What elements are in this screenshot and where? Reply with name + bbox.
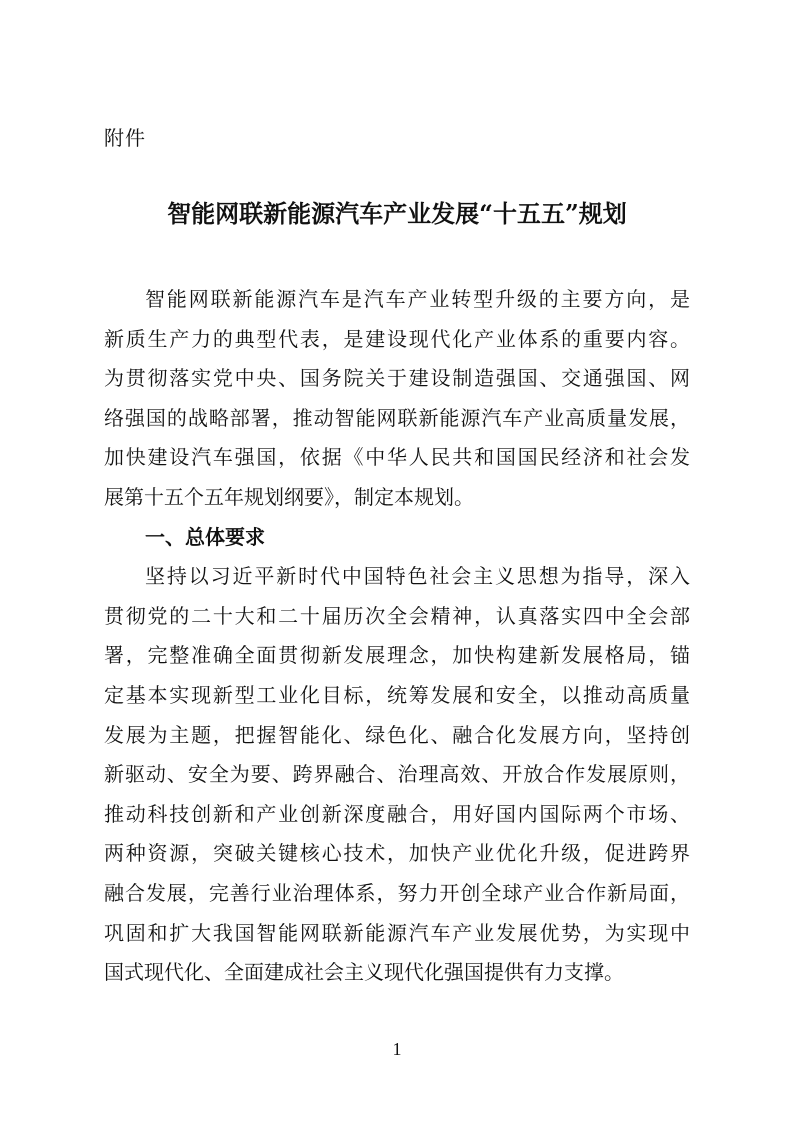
paragraph-line: 定基本实现新型工业化目标，统筹发展和安全，以推动高质量 xyxy=(104,682,690,707)
paragraph-line: 推动科技创新和产业创新深度融合，用好国内国际两个市场、 xyxy=(104,801,690,826)
paragraph-line: 展第十五个五年规划纲要》，制定本规划。 xyxy=(104,484,474,509)
paragraph-line: 智能网联新能源汽车是汽车产业转型升级的主要方向，是 xyxy=(145,287,690,311)
paragraph-line: 国式现代化、全面建成社会主义现代化强国提供有力支撑。 xyxy=(104,960,624,985)
paragraph-line: 发展为主题，把握智能化、绿色化、融合化发展方向，坚持创 xyxy=(104,722,690,747)
paragraph-line: 两种资源，突破关键核心技术，加快产业优化升级，促进跨界 xyxy=(104,841,690,866)
paragraph-line: 坚持以习近平新时代中国特色社会主义思想为指导，深入 xyxy=(145,564,690,589)
page-number: 1 xyxy=(392,1039,402,1059)
intro-paragraph xyxy=(104,280,690,518)
attachment-label: 附件 xyxy=(104,126,146,150)
section-heading: 一、总体要求 xyxy=(145,524,265,549)
paragraph-line: 加快建设汽车强国，依据《中华人民共和国国民经济和社会发 xyxy=(104,445,690,470)
paragraph-line: 络强国的战略部署，推动智能网联新能源汽车产业高质量发展， xyxy=(104,405,690,430)
paragraph-line: 新驱动、安全为要、跨界融合、治理高效、开放合作发展原则， xyxy=(104,762,690,787)
paragraph-line: 贯彻党的二十大和二十届历次全会精神，认真落实四中全会部 xyxy=(104,603,690,628)
document-body xyxy=(104,280,690,993)
paragraph-line: 巩固和扩大我国智能网联新能源汽车产业发展优势，为实现中 xyxy=(104,920,690,945)
paragraph-line: 新质生产力的典型代表，是建设现代化产业体系的重要内容。 xyxy=(104,326,690,351)
document-title: 智能网联新能源汽车产业发展“十五五”规划 xyxy=(167,199,627,228)
paragraph-line: 为贯彻落实党中央、国务院关于建设制造强国、交通强国、网 xyxy=(104,366,690,391)
section-paragraph xyxy=(104,557,690,993)
paragraph-line: 融合发展，完善行业治理体系，努力开创全球产业合作新局面， xyxy=(104,880,690,905)
paragraph-line: 署，完整准确全面贯彻新发展理念，加快构建新发展格局，锚 xyxy=(104,643,690,668)
